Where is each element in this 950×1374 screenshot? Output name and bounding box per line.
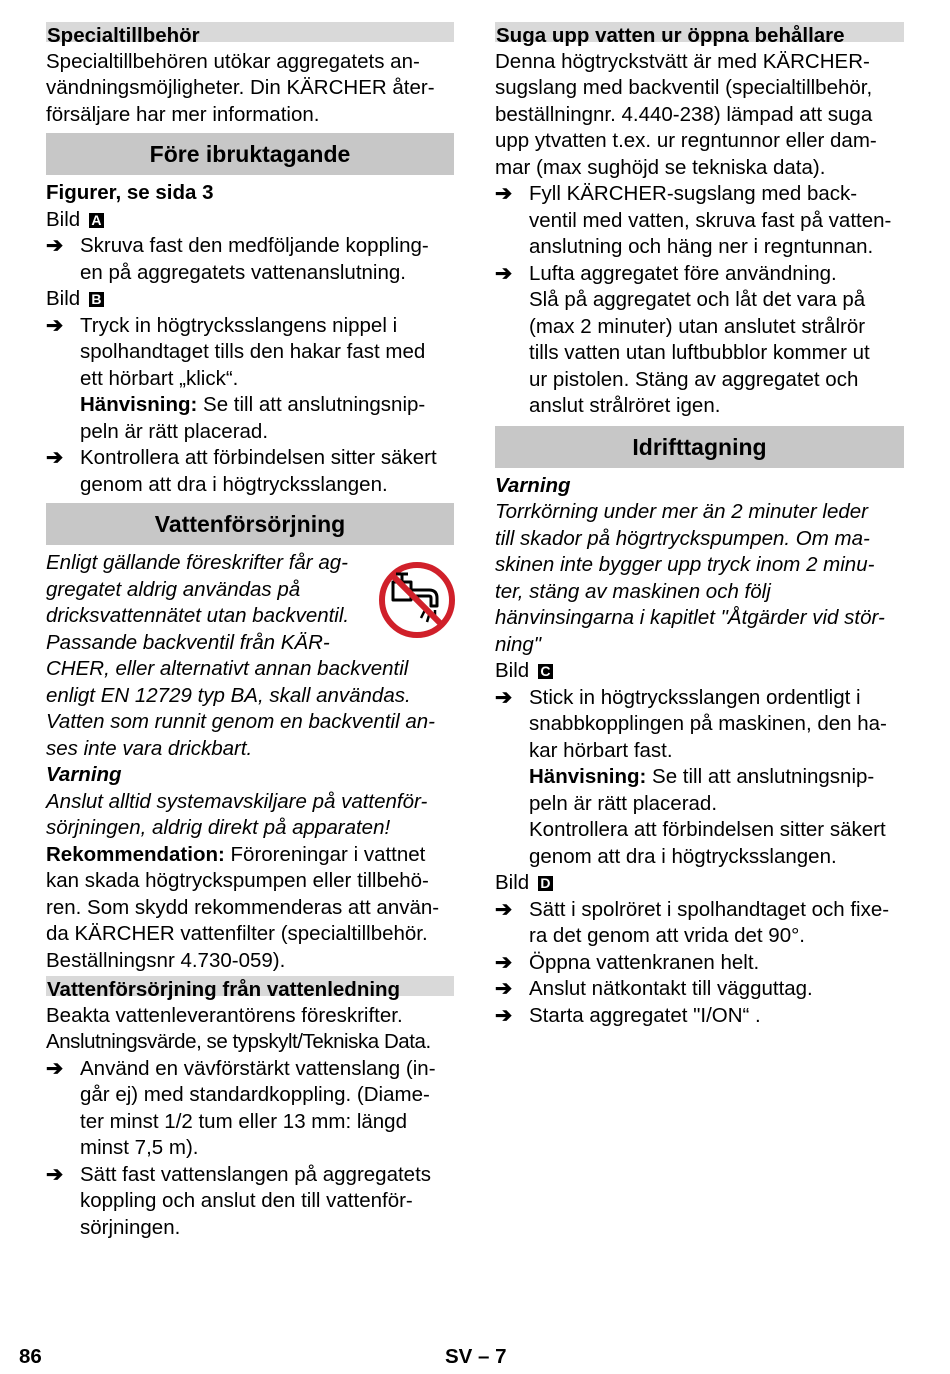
text-line: da KÄRCHER vattenfilter (specialtillbehör. <box>46 922 428 945</box>
arrow-icon: ➔ <box>495 950 513 974</box>
page-number: 86 <box>19 1345 42 1368</box>
step-insert-nipple <box>46 313 454 446</box>
text-line: ventil med vatten, skruva fast på vatten- <box>529 208 892 232</box>
bild-word: Bild <box>46 207 81 231</box>
text-line: en på aggregatets vattenanslutning. <box>80 260 406 284</box>
text-line: Öppna vattenkranen helt. <box>529 950 760 974</box>
text-line: minst 7,5 m). <box>80 1136 199 1159</box>
left-column <box>46 22 454 1241</box>
figure-reference: Figurer, se sida 3 <box>46 181 214 204</box>
step-plug-in <box>495 976 904 1003</box>
text-line: Starta aggregatet "I/ON“ . <box>529 1003 761 1027</box>
note-text: Se till att anslutningsnip- <box>646 765 875 788</box>
heading-suction: Suga upp vatten ur öppna behållare <box>495 22 904 42</box>
text-line: försäljare har mer information. <box>46 102 320 126</box>
arrow-icon: ➔ <box>46 1162 64 1186</box>
warning-text <box>495 499 904 658</box>
heading-special-accessories: Specialtillbehör <box>46 22 454 42</box>
text-line: Anslutningsvärde, se typskylt/Tekniska Data. <box>46 1030 431 1053</box>
text-line: Lufta aggregatet före användning. <box>529 261 837 285</box>
figure-d-badge: D <box>538 876 553 891</box>
figure-c-label <box>495 658 904 685</box>
text-line: Använd en vävförstärkt vattenslang (in- <box>80 1056 436 1080</box>
figure-d-label <box>495 870 904 897</box>
text-line: Beställningsnr 4.730-059). <box>46 948 286 972</box>
text-line: dricksvattennätet utan backventil. <box>46 604 350 627</box>
text-line: anslutning och häng ner i regntunnan. <box>529 235 874 258</box>
arrow-icon: ➔ <box>495 685 513 709</box>
text-line: genom att dra i högtrycksslangen. <box>80 472 388 496</box>
text-line: hänvinsingarna i kapitlet "Åtgärder vid stör- <box>495 606 885 629</box>
text-line: går ej) med standardkoppling. (Diame- <box>80 1083 430 1106</box>
no-drinking-water-icon <box>377 560 457 640</box>
text-line: ett hörbart „klick“. <box>80 366 239 390</box>
note-text: Se till att anslutningsnip- <box>197 393 426 416</box>
text-line: ter, stäng av maskinen och följ <box>495 579 771 603</box>
step-open-tap <box>495 950 904 977</box>
text-line: ren. Som skydd rekommenderas att använ- <box>46 895 440 919</box>
heading-before-use: Före ibruktagande <box>46 133 454 175</box>
text-line: till skador på högrtryckspumpen. Om ma- <box>495 526 870 550</box>
text-line: ses inte vara drickbart. <box>46 736 253 760</box>
figure-b-label <box>46 286 454 313</box>
heading-water-supply: Vattenförsörjning <box>46 503 454 545</box>
note-line: peln är rätt placerad. <box>80 419 269 443</box>
text-line: Vatten som runnit genom en backventil an- <box>46 710 435 733</box>
bild-word: Bild <box>495 659 530 682</box>
step-check-connection <box>46 445 454 498</box>
text-line: sörjningen. <box>80 1215 181 1239</box>
text-line: Skruva fast den medföljande koppling- <box>80 234 429 257</box>
arrow-icon: ➔ <box>46 446 64 469</box>
arrow-icon: ➔ <box>495 182 513 205</box>
text-line: Slå på aggregatet och låt det vara på <box>529 288 866 311</box>
text-line: Kontrollera att förbindelsen sitter säkert <box>80 446 437 469</box>
note-line: genom att dra i högtrycksslangen. <box>529 844 837 868</box>
step-attach-hose <box>46 1162 454 1242</box>
step-use-hose <box>46 1056 454 1162</box>
warning-label: Varning <box>46 763 122 786</box>
text-line: (max 2 minuter) utan anslutet strålrör <box>529 314 866 338</box>
text-line: Beakta vattenleverantörens föreskrifter. <box>46 1003 403 1027</box>
step-fill-suction-hose <box>495 181 904 261</box>
text-line: Anslut alltid systemavskiljare på vattenför- <box>46 789 428 813</box>
note-line <box>80 392 454 419</box>
text-line: sugslang med backventil (specialtillbehör, <box>495 76 873 99</box>
figure-a-label <box>46 207 454 234</box>
text-line: Anslut nätkontakt till vägguttag. <box>529 977 813 1000</box>
text-line: anslut strålröret igen. <box>529 394 721 417</box>
recommendation-label: Rekommendation: <box>46 842 225 866</box>
text-line: upp ytvatten t.ex. ur regntunnor eller dam- <box>495 129 877 152</box>
text-line: mar (max sughöjd se tekniska data). <box>495 155 826 179</box>
text-line: Fyll KÄRCHER-sugslang med back- <box>529 182 858 205</box>
step-fit-spray-lance <box>495 897 904 950</box>
text-line: beställningnr. 4.440-238) lämpad att suga <box>495 102 873 126</box>
arrow-icon: ➔ <box>46 1056 64 1080</box>
note-label: Hänvisning: <box>80 393 198 416</box>
text-line: Enligt gällande föreskrifter får ag- <box>46 551 348 574</box>
right-column <box>495 22 904 1029</box>
heading-mains-water-supply: Vattenförsörjning från vattenledning <box>46 976 454 996</box>
arrow-icon: ➔ <box>495 897 513 921</box>
arrow-icon: ➔ <box>46 234 64 257</box>
text-line: ning" <box>495 632 542 656</box>
figure-a-badge: A <box>89 213 104 228</box>
figure-c-badge: C <box>538 664 553 679</box>
text-line: ter minst 1/2 tum eller 13 mm: längd <box>80 1109 407 1133</box>
text-line: skinen inte bygger upp tryck inom 2 minu- <box>495 553 875 576</box>
text-line: koppling och anslut den till vattenför- <box>80 1189 413 1212</box>
arrow-icon: ➔ <box>495 1003 513 1027</box>
note-line: Kontrollera att förbindelsen sitter säkert <box>529 818 886 841</box>
text-line: spolhandtaget tills den hakar fast med <box>80 340 426 363</box>
text-line: Passande backventil från KÄR- <box>46 630 330 654</box>
figure-b-badge: B <box>89 292 104 307</box>
text-line: snabbkopplingen på maskinen, den ha- <box>529 712 887 735</box>
note-line: peln är rätt placerad. <box>529 791 718 815</box>
text-line: Torrkörning under mer än 2 minuter leder <box>495 500 868 523</box>
text-line <box>46 842 454 869</box>
special-accessories-text <box>46 49 454 129</box>
text-line: kar hörbart fast. <box>529 738 673 762</box>
heading-start-up: Idrifttagning <box>495 426 904 468</box>
bild-word: Bild <box>495 871 530 894</box>
text-line: vändningsmöjligheter. Din KÄRCHER åter- <box>46 76 435 99</box>
suction-text <box>495 49 904 182</box>
text-line: Sätt fast vattenslangen på aggregatets <box>80 1162 432 1186</box>
text-line: sörjningen, aldrig direkt på apparaten! <box>46 816 391 839</box>
text-line: Specialtillbehören utökar aggregatets an- <box>46 49 420 73</box>
text-line: ra det genom att vrida det 90°. <box>529 924 805 947</box>
warning-text <box>46 789 454 842</box>
step-start-unit <box>495 1003 904 1030</box>
text-line: Stick in högtrycksslangen ordentligt i <box>529 685 861 709</box>
text-line: kan skada högtryckspumpen eller tillbehö- <box>46 869 429 892</box>
note-label: Hänvisning: <box>529 765 647 788</box>
bild-word: Bild <box>46 287 81 310</box>
text-line: Tryck in högtrycksslangens nippel i <box>80 313 398 337</box>
arrow-icon: ➔ <box>495 977 513 1000</box>
text-line: tills vatten utan luftbubblor kommer ut <box>529 341 870 364</box>
step-insert-hose <box>495 685 904 871</box>
arrow-icon: ➔ <box>495 261 513 285</box>
text-line: Sätt i spolröret i spolhandtaget och fixe- <box>529 897 890 921</box>
warning-label: Varning <box>495 473 571 497</box>
section-page-label: SV – 7 <box>445 1345 507 1368</box>
arrow-icon: ➔ <box>46 313 64 337</box>
text-line: gregatet aldrig användas på <box>46 577 301 601</box>
text-line: enligt EN 12729 typ BA, skall användas. <box>46 683 411 707</box>
note-line <box>529 764 904 791</box>
step-attach-coupling <box>46 233 454 286</box>
recommendation-first: Föroreningar i vattnet <box>224 842 426 866</box>
text-line: Denna högtryckstvätt är med KÄRCHER- <box>495 49 870 73</box>
backflow-regulation-text <box>46 550 454 762</box>
recommendation-text <box>46 842 454 975</box>
step-vent-unit <box>495 261 904 420</box>
text-line: ur pistolen. Stäng av aggregatet och <box>529 367 859 391</box>
text-line: CHER, eller alternativt annan backventil <box>46 657 409 680</box>
